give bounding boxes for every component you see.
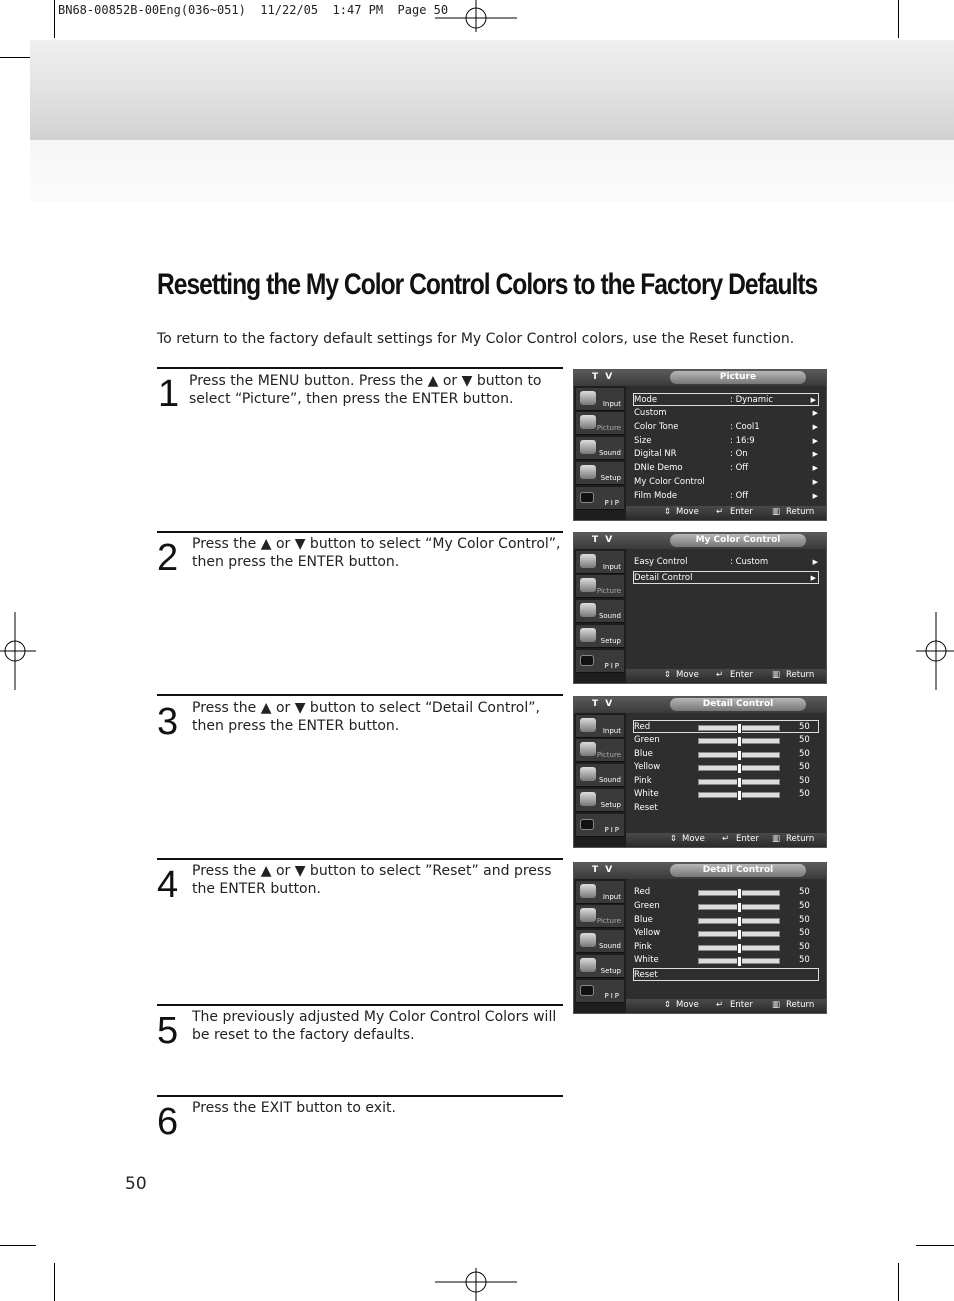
side-item-sound[interactable]: Sound (576, 930, 624, 953)
menu-item-mode[interactable]: Mode : Dynamic ▶ (633, 393, 819, 406)
osd-tv-label: T V (592, 535, 615, 545)
return-icon: ▥ (772, 1000, 781, 1010)
color-row-yellow[interactable]: Yellow 50 (634, 762, 810, 772)
slider-knob[interactable] (737, 902, 742, 913)
side-item-input[interactable]: Input (576, 715, 624, 738)
crop-mark (0, 1245, 36, 1246)
step-divider (157, 1095, 563, 1097)
side-item-pip[interactable]: PIP (576, 980, 624, 1003)
color-row-red[interactable]: Red 50 (634, 887, 810, 897)
setup-icon (580, 958, 596, 972)
step-text: The previously adjusted My Color Control Colors will be reset to the factory defaults. (192, 1009, 557, 1043)
pip-icon (580, 985, 594, 996)
move-icon: ⇕ (664, 507, 672, 517)
slider-knob[interactable] (737, 943, 742, 954)
menu-item-dnie-demo[interactable]: DNIe Demo : Off ▶ (634, 463, 818, 473)
slider-knob[interactable] (737, 736, 742, 747)
color-slider[interactable] (698, 931, 780, 937)
arrow-right-icon: ▶ (812, 409, 818, 417)
enter-icon: ↵ (716, 507, 724, 517)
registration-mark-bottom (435, 1268, 517, 1301)
menu-item-detail-control[interactable]: Detail Control ▶ (633, 571, 819, 584)
slider-knob[interactable] (737, 888, 742, 899)
color-slider[interactable] (698, 725, 780, 731)
side-item-sound[interactable]: Sound (576, 437, 624, 460)
side-item-sound[interactable]: Sound (576, 600, 624, 623)
color-row-white[interactable]: White 50 (634, 955, 810, 965)
arrow-right-icon: ▶ (812, 464, 818, 472)
slider-knob[interactable] (737, 916, 742, 927)
side-item-sound[interactable]: Sound (576, 764, 624, 787)
crop-mark (898, 1263, 899, 1301)
slider-knob[interactable] (737, 777, 742, 788)
menu-item-film-mode[interactable]: Film Mode : Off ▶ (634, 491, 818, 501)
step-number: 2 (157, 537, 179, 579)
slider-knob[interactable] (737, 790, 742, 801)
osd-tv-label: T V (592, 865, 615, 875)
slider-knob[interactable] (737, 956, 742, 967)
osd-screen-picture (573, 369, 827, 521)
menu-item-digital-nr[interactable]: Digital NR : On ▶ (634, 449, 818, 459)
page-title: Resetting the My Color Control Colors to the Factory Defaults (157, 268, 818, 301)
osd-title: Detail Control (670, 698, 806, 711)
picture-icon (580, 578, 596, 592)
color-slider[interactable] (698, 958, 780, 964)
color-slider[interactable] (698, 890, 780, 896)
osd-side-menu (574, 713, 626, 847)
step-number: 1 (158, 373, 180, 415)
input-icon (580, 554, 596, 568)
move-icon: ⇕ (664, 1000, 672, 1010)
menu-item-size[interactable]: Size : 16:9 ▶ (634, 436, 818, 446)
move-icon: ⇕ (664, 670, 672, 680)
setup-icon (580, 465, 596, 479)
arrow-right-icon: ▶ (812, 478, 818, 486)
color-row-red[interactable]: Red 50 (633, 720, 819, 733)
osd-title: Picture (670, 371, 806, 384)
osd-title: Detail Control (670, 864, 806, 877)
side-item-picture[interactable]: Picture (576, 739, 624, 762)
crop-mark (898, 0, 899, 38)
color-slider[interactable] (698, 945, 780, 951)
step-text: Press the EXIT button to exit. (192, 1100, 396, 1116)
picture-icon (580, 908, 596, 922)
color-row-pink[interactable]: Pink 50 (634, 776, 810, 786)
side-item-input[interactable]: Input (576, 881, 624, 904)
side-item-setup[interactable]: Setup (576, 789, 624, 812)
color-slider[interactable] (698, 765, 780, 771)
header-band-fade (30, 140, 954, 202)
menu-item-my-color-control[interactable]: My Color Control ▶ (634, 477, 818, 487)
osd-tv-label: T V (592, 372, 615, 382)
slider-knob[interactable] (737, 750, 742, 761)
color-slider[interactable] (698, 904, 780, 910)
step-text: Press the ▲ or ▼ button to select “Detail Control”, then press the ENTER button. (192, 700, 540, 734)
color-slider[interactable] (698, 752, 780, 758)
color-row-yellow[interactable]: Yellow 50 (634, 928, 810, 938)
color-slider[interactable] (698, 792, 780, 798)
input-icon (580, 718, 596, 732)
enter-icon: ↵ (716, 670, 724, 680)
osd-side-menu (574, 386, 626, 520)
step-text: Press the ▲ or ▼ button to select “My Color Control”, then press the ENTER button. (192, 536, 561, 570)
osd-screen-detail-control-reset (573, 862, 827, 1014)
arrow-right-icon: ▶ (812, 492, 818, 500)
speaker-icon (580, 603, 596, 617)
side-item-setup[interactable]: Setup (576, 625, 624, 648)
osd-side-menu (574, 549, 626, 683)
side-item-setup[interactable]: Setup (576, 462, 624, 485)
arrow-right-icon: ▶ (812, 450, 818, 458)
intro-text: To return to the factory default settings for My Color Control colors, use the Reset function. (157, 331, 795, 347)
crop-mark (54, 1263, 55, 1301)
side-item-picture[interactable]: Picture (576, 575, 624, 598)
side-item-input[interactable]: Input (576, 388, 624, 411)
arrow-right-icon: ▶ (810, 574, 816, 582)
input-icon (580, 884, 596, 898)
arrow-right-icon: ▶ (812, 437, 818, 445)
color-row-green[interactable]: Green 50 (634, 901, 810, 911)
side-item-pip[interactable]: PIP (576, 487, 624, 510)
page-number: 50 (125, 1174, 147, 1194)
side-item-setup[interactable]: Setup (576, 955, 624, 978)
step-divider (157, 367, 563, 369)
return-icon: ▥ (772, 507, 781, 517)
side-item-picture[interactable]: Picture (576, 905, 624, 928)
osd-title: My Color Control (670, 534, 806, 547)
registration-mark-right (916, 612, 954, 690)
side-item-input[interactable]: Input (576, 551, 624, 574)
osd-screen-detail-control (573, 696, 827, 848)
step-number: 6 (157, 1101, 179, 1143)
step-divider (157, 858, 563, 860)
side-item-pip[interactable]: PIP (576, 814, 624, 837)
arrow-right-icon: ▶ (810, 396, 816, 404)
registration-mark-left (0, 612, 36, 690)
menu-item-reset[interactable]: Reset (634, 803, 658, 813)
color-row-blue[interactable]: Blue 50 (634, 915, 810, 925)
color-slider[interactable] (698, 779, 780, 785)
step-text: Press the MENU button. Press the ▲ or ▼ button to select “Picture”, then press the ENTER button. (189, 373, 542, 407)
enter-icon: ↵ (722, 834, 730, 844)
setup-icon (580, 792, 596, 806)
speaker-icon (580, 440, 596, 454)
menu-item-reset[interactable]: Reset (633, 968, 819, 981)
menu-item-easy-control[interactable]: Easy Control : Custom ▶ (634, 557, 818, 567)
slider-knob[interactable] (737, 763, 742, 774)
slider-knob[interactable] (737, 929, 742, 940)
step-text: Press the ▲ or ▼ button to select ”Reset” and press the ENTER button. (192, 863, 552, 897)
color-row-blue[interactable]: Blue 50 (634, 749, 810, 759)
step-number: 4 (157, 864, 179, 906)
osd-nav-bar: ⇕ Move ↵ Enter ▥ Return (626, 833, 826, 847)
osd-nav-bar: ⇕ Move ↵ Enter ▥ Return (626, 999, 826, 1013)
pip-icon (580, 655, 594, 666)
color-slider[interactable] (698, 738, 780, 744)
header-band (30, 40, 954, 140)
arrow-right-icon: ▶ (812, 423, 818, 431)
crop-mark (54, 0, 55, 38)
osd-nav-bar: ⇕ Move ↵ Enter ▥ Return (626, 506, 826, 520)
pip-icon (580, 819, 594, 830)
step-divider (157, 531, 563, 533)
osd-screen-my-color-control (573, 532, 827, 684)
step-number: 5 (157, 1010, 179, 1052)
side-item-pip[interactable]: PIP (576, 650, 624, 673)
osd-tv-label: T V (592, 699, 615, 709)
return-icon: ▥ (772, 670, 781, 680)
osd-side-menu (574, 879, 626, 1013)
move-icon: ⇕ (670, 834, 678, 844)
setup-icon (580, 628, 596, 642)
speaker-icon (580, 933, 596, 947)
crop-mark (916, 1245, 954, 1246)
print-header: BN68-00852B-00Eng(036~051) 11/22/05 1:47 PM Page 50 (58, 3, 449, 17)
picture-icon (580, 742, 596, 756)
color-row-pink[interactable]: Pink 50 (634, 942, 810, 952)
color-row-green[interactable]: Green 50 (634, 735, 810, 745)
color-row-white[interactable]: White 50 (634, 789, 810, 799)
step-divider (157, 694, 563, 696)
return-icon: ▥ (772, 834, 781, 844)
speaker-icon (580, 767, 596, 781)
color-slider[interactable] (698, 918, 780, 924)
slider-knob[interactable] (737, 723, 742, 734)
picture-icon (580, 415, 596, 429)
step-number: 3 (157, 701, 179, 743)
input-icon (580, 391, 596, 405)
side-item-picture[interactable]: Picture (576, 412, 624, 435)
osd-nav-bar: ⇕ Move ↵ Enter ▥ Return (626, 669, 826, 683)
enter-icon: ↵ (716, 1000, 724, 1010)
menu-item-color-tone[interactable]: Color Tone : Cool1 ▶ (634, 422, 818, 432)
arrow-right-icon: ▶ (812, 558, 818, 566)
pip-icon (580, 492, 594, 503)
step-divider (157, 1004, 563, 1006)
menu-item-custom[interactable]: Custom ▶ (634, 408, 818, 418)
